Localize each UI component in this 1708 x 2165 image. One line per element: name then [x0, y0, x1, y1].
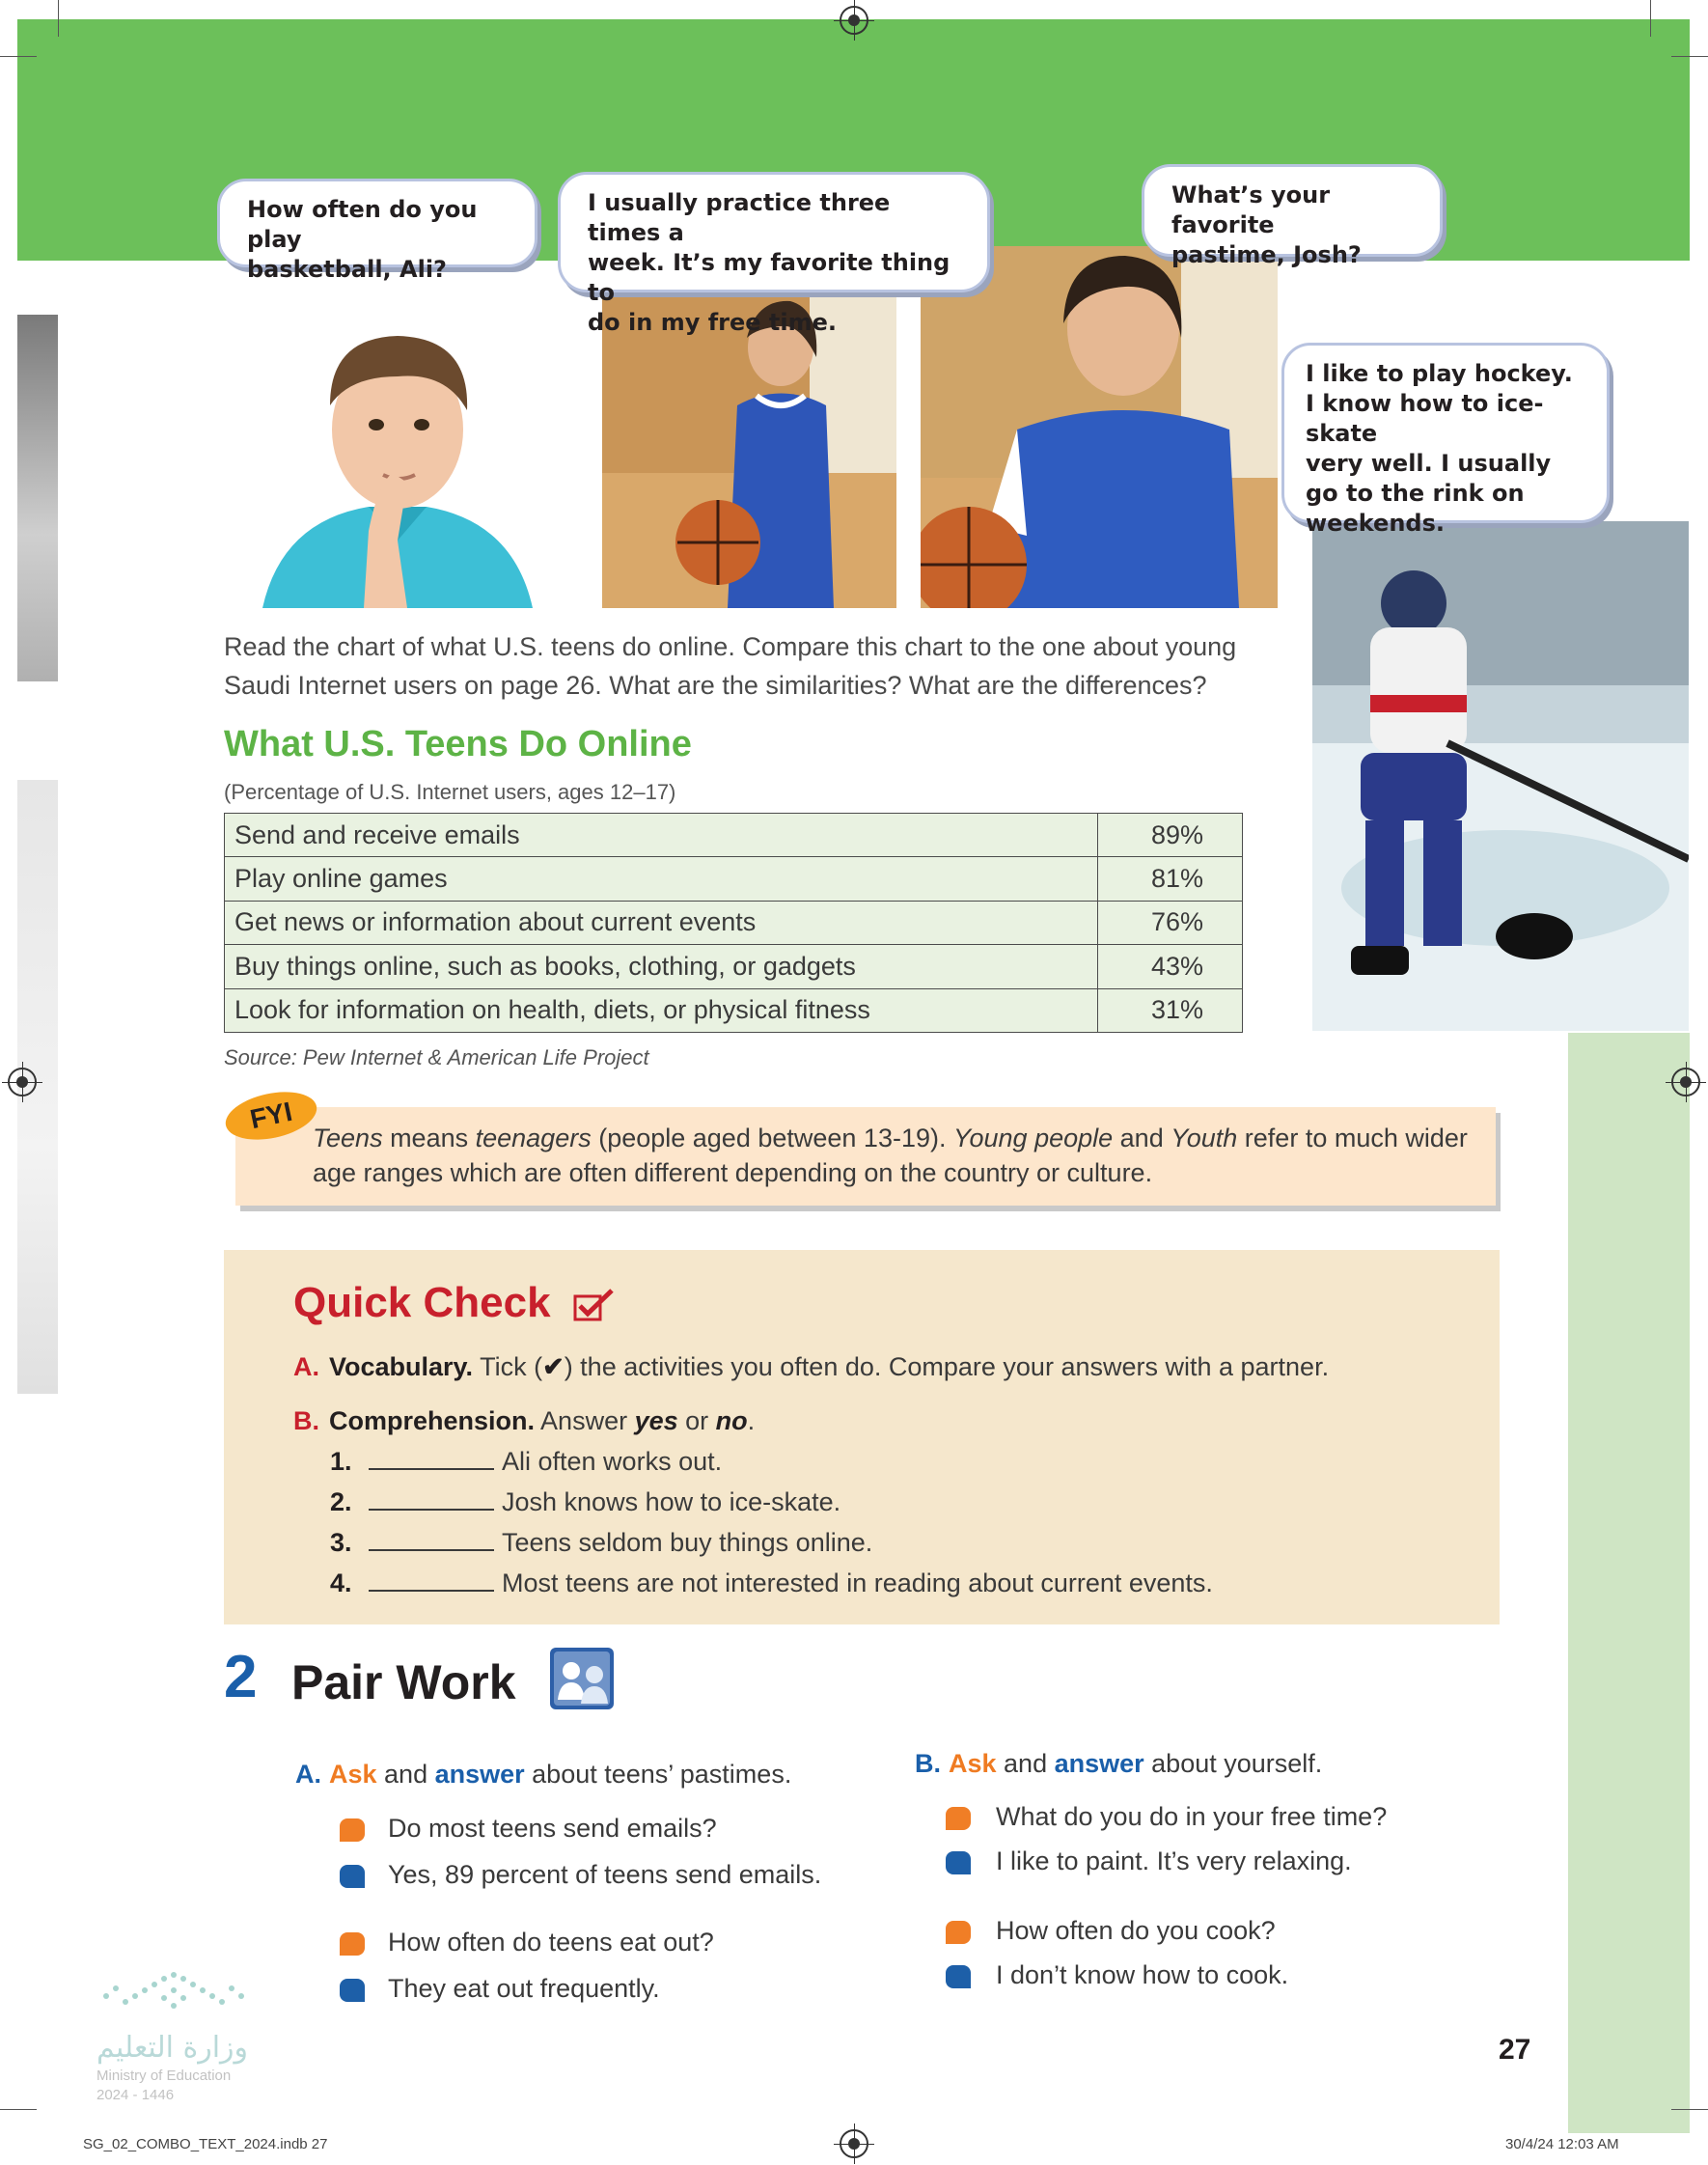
footer-file: SG_02_COMBO_TEXT_2024.indb 27: [83, 2136, 328, 2152]
ministry-english: Ministry of Education: [96, 2068, 232, 2084]
chart-table: [224, 813, 1243, 1033]
chart-source: Source: Pew Internet & American Life Project: [224, 1045, 649, 1069]
pair-work-a-heading: A. Ask and answer about teens’ pastimes.: [295, 1760, 792, 1789]
photo-thinking-boy: [224, 290, 556, 608]
page-number: 27: [1499, 2034, 1531, 2066]
table-cell-activity: Get news or information about current events: [225, 901, 1098, 944]
table-cell-value: 76%: [1098, 901, 1243, 944]
dialogue-line: Do most teens send emails?: [388, 1814, 717, 1843]
quick-check-item: 4. Most teens are not interested in reading about current events.: [330, 1568, 1213, 1597]
answer-blank[interactable]: [369, 1572, 494, 1592]
table-cell-activity: Play online games: [225, 857, 1098, 901]
answer-blank[interactable]: [369, 1532, 494, 1551]
table-row: [225, 945, 1243, 988]
quick-check-item: 3. Teens seldom buy things online.: [330, 1528, 873, 1557]
crop-mark: [1650, 0, 1651, 37]
answer-blank[interactable]: [369, 1491, 494, 1511]
table-row: [225, 901, 1243, 944]
quick-check-a: A. Vocabulary. Tick (✔) the activities you often do. Compare your answers with a partner.: [293, 1352, 1330, 1381]
speaker-b-icon: [340, 1865, 365, 1888]
dialogue-line: I don’t know how to cook.: [996, 1960, 1289, 1989]
photo-boy-portrait: [921, 246, 1278, 608]
quick-check-b: B. Comprehension. Answer yes or no.: [293, 1406, 756, 1435]
speaker-b-icon: [946, 1851, 971, 1874]
registration-mark-icon: [840, 6, 868, 35]
dialogue-line: How often do teens eat out?: [388, 1928, 714, 1957]
speaker-b-icon: [340, 1979, 365, 2002]
quick-check-item: 2. Josh knows how to ice-skate.: [330, 1487, 841, 1516]
answer-blank[interactable]: [369, 1451, 494, 1470]
speech-bubble-ali-answer: I usually practice three times a week. It’s my favorite thing to do in my free time.: [558, 172, 990, 292]
section-title: Pair Work: [291, 1655, 516, 1709]
table-cell-value: 31%: [1098, 988, 1243, 1032]
dialogue-line: What do you do in your free time?: [996, 1802, 1388, 1831]
table-cell-activity: Buy things online, such as books, clothing, or gadgets: [225, 945, 1098, 988]
intro-paragraph: Read the chart of what U.S. teens do online. Compare this chart to the one about young Saudi Internet users on page 26. What are the similarities? What are the differences?: [224, 632, 1237, 700]
right-margin-strip: [1568, 1033, 1690, 2133]
chart-title: What U.S. Teens Do Online: [224, 724, 692, 764]
pair-work-b-heading: B. Ask and answer about yourself.: [915, 1749, 1323, 1778]
speaker-a-icon: [340, 1932, 365, 1956]
ministry-year: 2024 - 1446: [96, 2087, 175, 2103]
footer-date: 30/4/24 12:03 AM: [1505, 2136, 1619, 2152]
crop-mark: [1671, 2109, 1708, 2110]
crop-mark: [0, 56, 37, 57]
dialogue-line: How often do you cook?: [996, 1916, 1276, 1945]
table-row: [225, 814, 1243, 857]
pair-work-icon: [548, 1646, 616, 1711]
speaker-a-icon: [946, 1921, 971, 1944]
chart-subtitle: (Percentage of U.S. Internet users, ages 12–17): [224, 780, 676, 804]
dialogue-line: Yes, 89 percent of teens send emails.: [388, 1860, 822, 1889]
speaker-a-icon: [340, 1818, 365, 1842]
quick-check-item: 1. Ali often works out.: [330, 1447, 723, 1476]
dialogue-line: I like to paint. It’s very relaxing.: [996, 1846, 1352, 1875]
speech-bubble-ali-question: How often do you play basketball, Ali?: [217, 179, 537, 267]
ministry-dots-icon: [96, 1969, 251, 2019]
crop-mark: [1671, 56, 1708, 57]
speaker-b-icon: [946, 1965, 971, 1988]
table-cell-activity: Send and receive emails: [225, 814, 1098, 857]
speaker-a-icon: [946, 1807, 971, 1830]
table-cell-activity: Look for information on health, diets, or physical fitness: [225, 988, 1098, 1032]
table-row: [225, 857, 1243, 901]
fyi-box: [235, 1107, 1496, 1206]
checkbox-tick-icon: [573, 1289, 614, 1321]
quick-check-title: Quick Check: [293, 1279, 551, 1326]
crop-mark: [58, 0, 59, 37]
speech-bubble-josh-question: What’s your favorite pastime, Josh?: [1142, 164, 1443, 257]
registration-mark-icon: [8, 1068, 37, 1096]
fyi-text: Teens means teenagers (people aged between 13-19). Young people and Youth refer to much wider age ranges which are often different depending on the country or culture.: [313, 1124, 1468, 1187]
table-cell-value: 43%: [1098, 945, 1243, 988]
speech-bubble-josh-answer: I like to play hockey. I know how to ice-skate very well. I usually go to the rink on weekends.: [1281, 343, 1610, 523]
dialogue-line: They eat out frequently.: [388, 1974, 660, 2003]
left-edge-photo: [17, 315, 58, 681]
table-cell-value: 89%: [1098, 814, 1243, 857]
fyi-badge: FYI: [221, 1085, 320, 1148]
quick-check-box: [224, 1250, 1500, 1624]
photo-hockey-player: [1312, 521, 1689, 1031]
registration-mark-icon: [1671, 1068, 1700, 1096]
ministry-logo: [96, 1969, 309, 2103]
section-number: 2: [224, 1644, 258, 1710]
table-row: [225, 988, 1243, 1032]
ministry-arabic: وزارة التعليم: [96, 2031, 249, 2065]
table-cell-value: 81%: [1098, 857, 1243, 901]
crop-mark: [0, 2109, 37, 2110]
registration-mark-icon: [840, 2129, 868, 2158]
